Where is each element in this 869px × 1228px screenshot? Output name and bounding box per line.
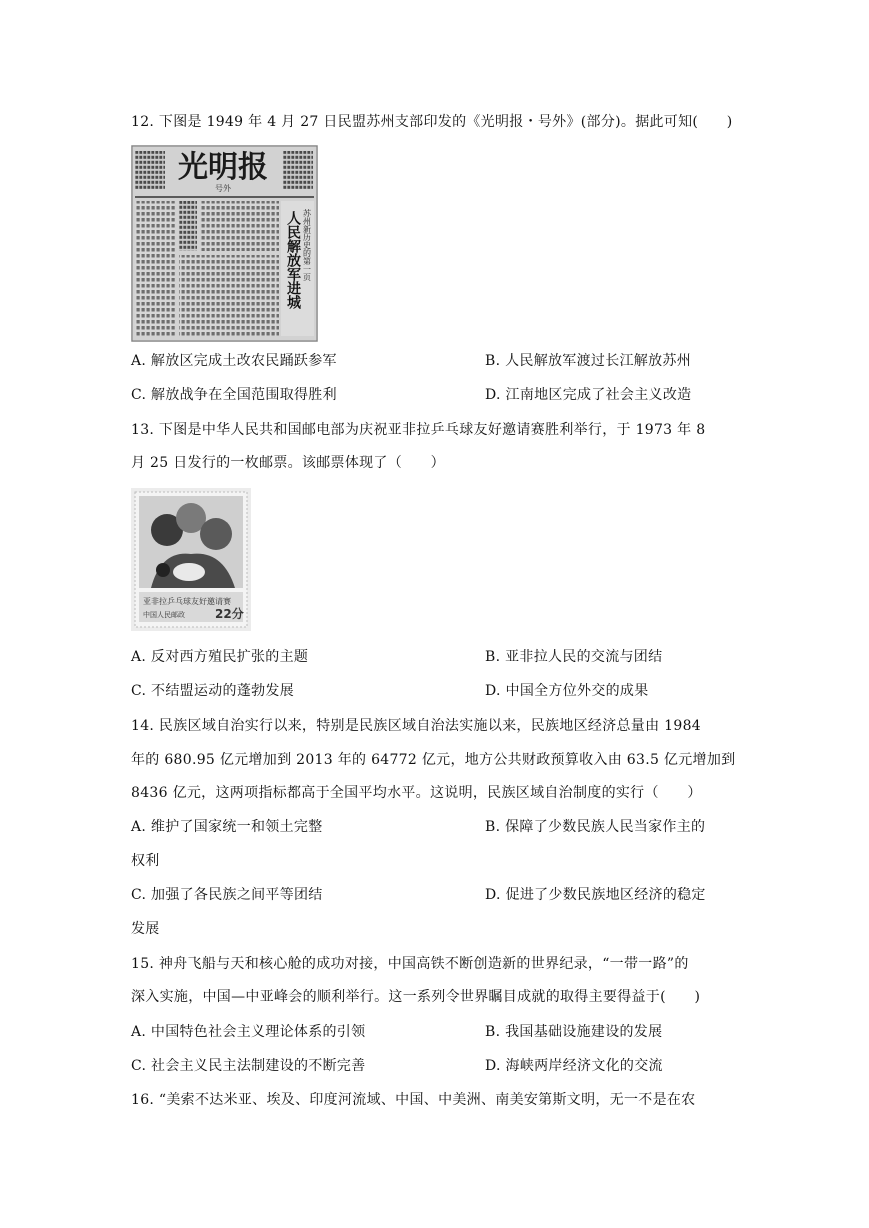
q13-option-d[interactable]: D. 中国全方位外交的成果 — [485, 683, 649, 699]
q14-option-c[interactable]: C. 加强了各民族之间平等团结 — [131, 887, 323, 903]
newspaper-image — [131, 145, 318, 342]
question-14-stem-line2: 年的 680.95 亿元增加到 2013 年的 64772 亿元，地方公共财政预算收入由 63.5 亿元增加到 — [131, 752, 736, 768]
question-14-stem-line1: 14. 民族区域自治实行以来，特别是民族区域自治法实施以来，民族地区经济总量由 1984 — [131, 718, 701, 734]
q15-option-b[interactable]: B. 我国基础设施建设的发展 — [485, 1024, 663, 1040]
q13-option-c[interactable]: C. 不结盟运动的蓬勃发展 — [131, 683, 295, 699]
stamp-country: 中国人民邮政 — [143, 611, 185, 619]
q12-option-b[interactable]: B. 人民解放军渡过长江解放苏州 — [485, 353, 691, 369]
question-15-stem-line1: 15. 神舟飞船与天和核心舱的成功对接，中国高铁不断创造新的世界纪录，“一带一路”的 — [131, 956, 689, 972]
question-13-stem-line1: 13. 下图是中华人民共和国邮电部为庆祝亚非拉乒乓球友好邀请赛胜利举行，于 1973 年 8 — [131, 422, 706, 438]
q12-option-c[interactable]: C. 解放战争在全国范围取得胜利 — [131, 387, 337, 403]
q14-option-d[interactable]: D. 促进了少数民族地区经济的稳定 — [485, 887, 706, 903]
q12-option-d[interactable]: D. 江南地区完成了社会主义改造 — [485, 387, 692, 403]
stamp-image — [131, 488, 251, 631]
masthead-subtitle: 号外 — [215, 184, 231, 193]
stamp-value: 22分 — [215, 607, 244, 621]
stamp-illustration — [131, 488, 251, 631]
question-16-stem-line1: 16. “美索不达米亚、埃及、印度河流域、中国、中美洲、南美安第斯文明，无一不是在农 — [131, 1092, 696, 1108]
q14-option-b-continuation: 权利 — [131, 853, 160, 869]
q12-option-a[interactable]: A. 解放区完成土改农民踊跃参军 — [131, 353, 337, 369]
question-14-stem-line3: 8436 亿元，这两项指标都高于全国平均水平。这说明，民族区域自治制度的实行（ ） — [131, 785, 702, 801]
q15-option-a[interactable]: A. 中国特色社会主义理论体系的引领 — [131, 1024, 366, 1040]
q15-option-d[interactable]: D. 海峡两岸经济文化的交流 — [485, 1058, 663, 1074]
q14-option-b[interactable]: B. 保障了少数民族人民当家作主的 — [485, 819, 706, 835]
q14-option-d-continuation: 发展 — [131, 921, 160, 937]
question-15-stem-line2: 深入实施，中国—中亚峰会的顺利举行。这一系列令世界瞩目成就的取得主要得益于( ) — [131, 989, 701, 1005]
question-12-stem: 12. 下图是 1949 年 4 月 27 日民盟苏州支部印发的《光明报・号外》(部分)。据此可知( ) — [131, 114, 733, 130]
newspaper-illustration — [131, 145, 318, 342]
headline-small: 苏州新历史的第一页 — [302, 209, 312, 281]
q13-option-b[interactable]: B. 亚非拉人民的交流与团结 — [485, 649, 663, 665]
question-13-stem-line2: 月 25 日发行的一枚邮票。该邮票体现了（ ） — [131, 455, 445, 471]
q13-option-a[interactable]: A. 反对西方殖民扩张的主题 — [131, 649, 309, 665]
stamp-title: 亚非拉乒乓球友好邀请赛 — [143, 597, 231, 606]
q14-option-a[interactable]: A. 维护了国家统一和领土完整 — [131, 819, 323, 835]
q15-option-c[interactable]: C. 社会主义民主法制建设的不断完善 — [131, 1058, 366, 1074]
headline-big: 人民解放军进城 — [285, 211, 301, 309]
masthead-text: 光明报 — [178, 150, 268, 185]
